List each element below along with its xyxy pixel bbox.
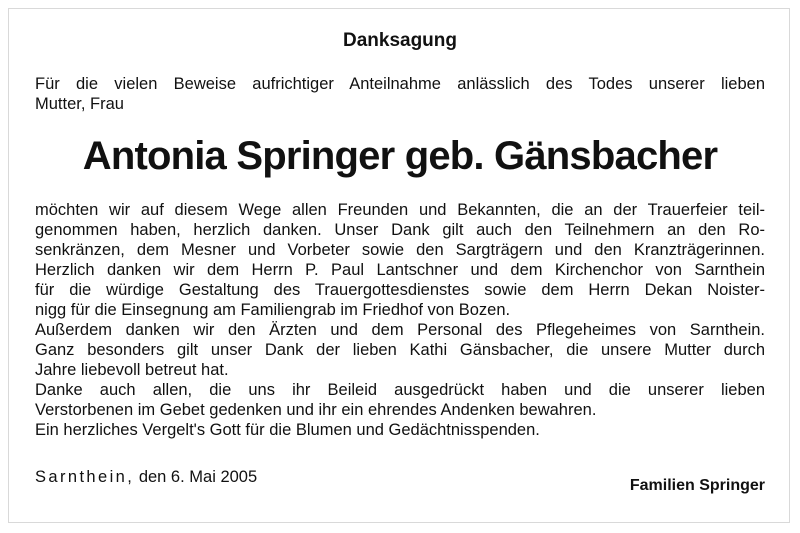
text-line: Jahre liebevoll betreut hat. — [35, 361, 229, 379]
place-name: Sarnthein, — [35, 468, 135, 486]
text-line: Ein herzliches Vergelt's Gott für die Blumen und Gedächtnisspenden. — [35, 421, 540, 439]
text-line: Herzlich danken wir dem Herrn P. Paul Lantschner und dem Kirchenchor von Sarnthein — [35, 261, 765, 279]
intro-line: Mutter, Frau — [35, 95, 124, 113]
text-line: nigg für die Einsegnung am Familiengrab im Friedhof von Bozen. — [35, 301, 511, 319]
paragraph — [35, 320, 765, 340]
paragraph — [35, 200, 765, 260]
text-line: möchten wir auf diesem Wege allen Freunden und Bekannten, die an der Trauerfeier teil- — [35, 201, 765, 219]
signature: Familien Springer — [629, 477, 765, 494]
paragraph — [35, 260, 765, 320]
text-line: genommen haben, herzlich danken. Unser Dank gilt auch den Teilnehmern an den Ro- — [35, 221, 765, 239]
paragraph — [35, 340, 765, 380]
thanks-body — [35, 200, 765, 440]
text-line: Ganz besonders gilt unser Dank der lieben Kathi Gänsbacher, die unsere Mutter durch — [35, 341, 765, 359]
paragraph — [35, 380, 765, 420]
date-text: den 6. Mai 2005 — [138, 468, 258, 486]
paragraph — [35, 420, 765, 440]
text-line: für die würdige Gestaltung des Trauergottesdienstes sowie dem Herrn Dekan Noister- — [35, 281, 765, 299]
deceased-name: Antonia Springer geb. Gänsbacher — [82, 134, 718, 178]
place-date — [35, 468, 257, 487]
notice-heading: Danksagung — [342, 30, 458, 51]
text-line: Danke auch allen, die uns ihr Beileid ausgedrückt haben und die unserer lieben — [35, 381, 765, 399]
text-line: senkränzen, dem Mesner und Vorbeter sowie den Sargträgern und den Kranzträgerinnen. — [35, 241, 765, 259]
text-line: Außerdem danken wir den Ärzten und dem Personal des Pflegeheimes von Sarnthein. — [35, 321, 765, 339]
text-line: Verstorbenen im Gebet gedenken und ihr ein ehrendes Andenken bewahren. — [35, 401, 597, 419]
intro-text — [35, 74, 765, 114]
intro-line: Für die vielen Beweise aufrichtiger Anteilnahme anlässlich des Todes unserer lieben — [35, 75, 765, 93]
